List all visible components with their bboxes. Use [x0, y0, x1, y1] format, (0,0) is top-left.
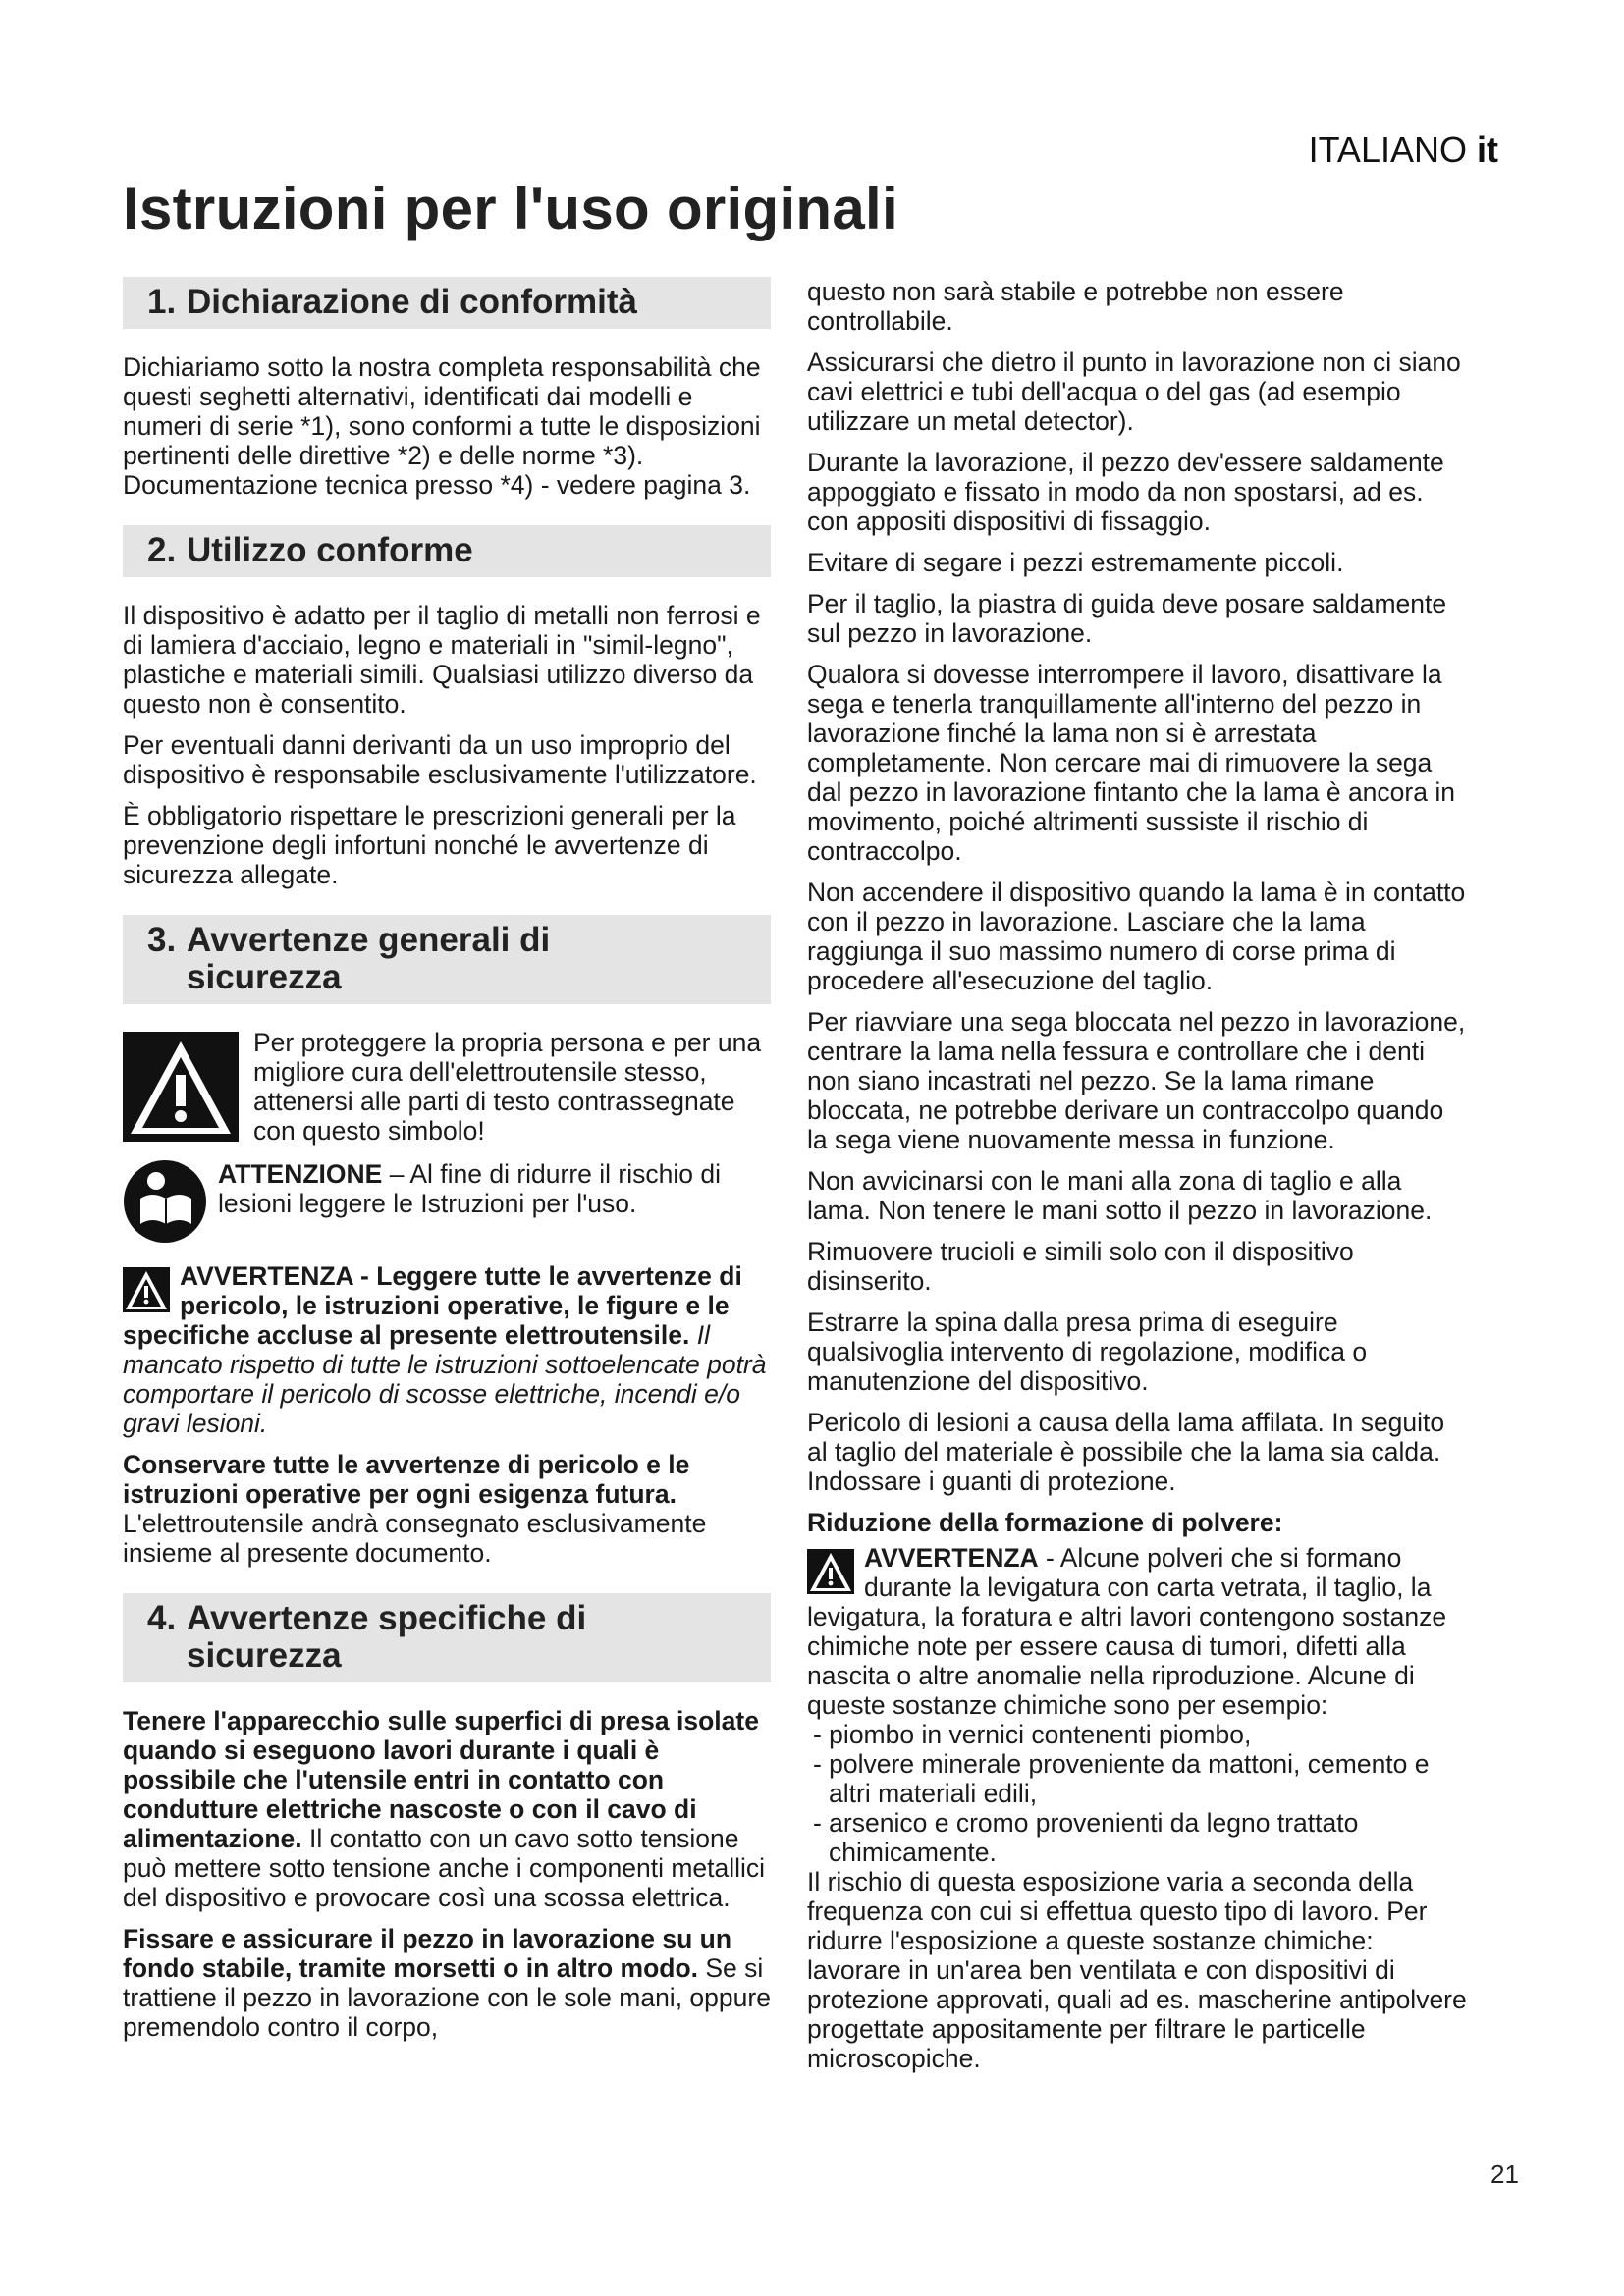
read-manual-icon: [123, 1159, 207, 1244]
section-2-heading: 2. Utilizzo conforme: [123, 525, 771, 577]
page-title: Istruzioni per l'uso originali: [123, 176, 898, 241]
dust-warning: AVVERTENZA - Alcune polveri che si formano durante la levigatura con carta vetrata, il taglio, la levigatura, la foratura e altri lavori contengono sostanze chimiche note per essere causa di tumori, difetti alla nascita o altre anomalie nella riproduzione. Alcune di queste sostanze chimiche sono per esempio:: [807, 1543, 1447, 1720]
section-2-paragraph: È obbligatorio rispettare le prescrizioni generali per la prevenzione degli infortuni nonché le avvertenze di sicurezza allegate.: [123, 801, 736, 889]
paragraph: Evitare di segare i pezzi estremamente piccoli.: [807, 548, 1344, 577]
general-warning: AVVERTENZA - Leggere tutte le avvertenze di pericolo, le istruzioni operative, le figure e le specifiche accluse al presente elettroutensile. Il mancato rispetto di tutte le istruzioni sottoelencate potrà comportare il pericolo di scosse elettriche, incendi e/o gravi lesioni.: [123, 1261, 767, 1438]
symbol-explanation: [123, 1028, 771, 1146]
section-2-paragraph: Il dispositivo è adatto per il taglio di metalli non ferrosi e di lamiera d'acciaio, legno e materiali in "simil-legno", plastiche e materiali simili. Qualsiasi utilizzo diverso da questo non è consentito.: [123, 601, 761, 719]
section-2-paragraph: Per eventuali danni derivanti da un uso improprio del dispositivo è responsabile esclusivamente l'utilizzatore.: [123, 730, 757, 789]
section-4-heading: 4. Avvertenze specifiche di sicurezza: [123, 1593, 771, 1682]
right-column: [807, 277, 1470, 2085]
paragraph: Pericolo di lesioni a causa della lama affilata. In seguito al taglio del materiale è possibile che la lama sia calda. Indossare i guanti di protezione.: [807, 1408, 1445, 1496]
dust-substance-list: [807, 1720, 1470, 1867]
symbol-text: Per proteggere la propria persona e per una migliore cura dell'elettroutensile stesso, attenersi alle parti di testo contrassegnate con questo simbolo!: [253, 1028, 762, 1146]
attention-notice: [123, 1159, 771, 1244]
section-4-paragraph: Tenere l'apparecchio sulle superfici di presa isolate quando si eseguono lavori durante i quali è possibile che l'utensile entri in contatto con condutture elettriche nascoste o con il cavo di alimentazione. Il contatto con un cavo sotto tensione può mettere sotto tensione anche i componenti metallici del dispositivo e provocare così una scossa elettrica.: [123, 1706, 766, 1912]
paragraph: Rimuovere trucioli e simili solo con il dispositivo disinserito.: [807, 1237, 1354, 1296]
warning-triangle-icon: [123, 1032, 239, 1142]
warning-triangle-small-icon: [123, 1267, 170, 1312]
paragraph: questo non sarà stabile e potrebbe non essere controllabile.: [807, 277, 1344, 336]
paragraph: Estrarre la spina dalla presa prima di eseguire qualsivoglia intervento di regolazione, modifica o manutenzione del dispositivo.: [807, 1308, 1368, 1396]
list-item: - arsenico e cromo provenienti da legno trattato chimicamente.: [813, 1808, 1359, 1867]
paragraph: Non avvicinarsi con le mani alla zona di taglio e alla lama. Non tenere le mani sotto il pezzo in lavorazione.: [807, 1166, 1433, 1225]
paragraph: Non accendere il dispositivo quando la lama è in contatto con il pezzo in lavorazione. Lasciare che la lama raggiunga il suo massimo numero di corse prima di procedere all'esecuzione del taglio.: [807, 878, 1466, 995]
paragraph: Durante la lavorazione, il pezzo dev'essere saldamente appoggiato e fissato in modo da non spostarsi, ad es. con appositi dispositivi di fissaggio.: [807, 448, 1444, 536]
page-number: 21: [1490, 2160, 1519, 2189]
paragraph: Qualora si dovesse interrompere il lavoro, disattivare la sega e tenerla tranquillamente all'interno del pezzo in lavorazione finché la lama non si è arrestata completamente. Non cercare mai di rimuovere la sega dal pezzo in lavorazione fintanto che la lama è ancora in movimento, poiché altrimenti sussiste il rischio di contraccolpo.: [807, 660, 1455, 866]
paragraph: Per riavviare una sega bloccata nel pezzo in lavorazione, centrare la lama nella fessura e controllare che i denti non siano incastrati nel pezzo. Se la lama rimane bloccata, ne potrebbe derivare un contraccolpo quando la sega viene nuovamente messa in funzione.: [807, 1007, 1466, 1154]
list-item: - piombo in vernici contenenti piombo,: [813, 1720, 1252, 1749]
warning-triangle-small-icon: [807, 1549, 854, 1594]
section-1-heading: 1. Dichiarazione di conformità: [123, 277, 771, 329]
section-1-paragraph: Dichiariamo sotto la nostra completa responsabilità che questi seghetti alternativi, identificati dai modelli e numeri di serie *1), sono conformi a tutte le disposizioni pertinenti delle direttive *2) e delle norme *3). Documentazione tecnica presso *4) - vedere pagina 3.: [123, 352, 761, 500]
paragraph: Per il taglio, la piastra di guida deve posare saldamente sul pezzo in lavorazione.: [807, 589, 1447, 648]
section-3-heading: 3. Avvertenze generali di sicurezza: [123, 915, 771, 1004]
dust-closing: Il rischio di questa esposizione varia a seconda della frequenza con cui si effettua questo tipo di lavoro. Per ridurre l'esposizione a queste sostanze chimiche: lavorare in un'area ben ventilata e con dispositivi di protezione approvati, quali ad es. mascherine antipolvere progettate appositamente per filtrare le particelle microscopiche.: [807, 1867, 1467, 2073]
list-item: - polvere minerale proveniente da mattoni, cemento e altri materiali edili,: [813, 1749, 1430, 1808]
language-label: ITALIANO: [1308, 130, 1467, 170]
attention-label: ATTENZIONE: [218, 1159, 383, 1189]
section-4-paragraph: Fissare e assicurare il pezzo in lavorazione su un fondo stabile, tramite morsetti o in altro modo. Se si trattiene il pezzo in lavorazione con le sole mani, oppure premendolo contro il corpo,: [123, 1924, 771, 2042]
paragraph: Assicurarsi che dietro il punto in lavorazione non ci siano cavi elettrici e tubi dell'acqua o del gas (ad esempio utilizzare un metal detector).: [807, 347, 1461, 436]
left-column: [123, 277, 771, 2054]
keep-instructions: Conservare tutte le avvertenze di pericolo e le istruzioni operative per ogni esigenza futura. L'elettroutensile andrà consegnato esclusivamente insieme al presente documento.: [123, 1450, 707, 1568]
language-tag: [1309, 130, 1498, 171]
language-code: it: [1477, 130, 1498, 170]
dust-heading: Riduzione della formazione di polvere:: [807, 1508, 1283, 1537]
attention-text: – Al fine di ridurre il rischio di lesioni leggere le Istruzioni per l'uso.: [218, 1159, 721, 1218]
